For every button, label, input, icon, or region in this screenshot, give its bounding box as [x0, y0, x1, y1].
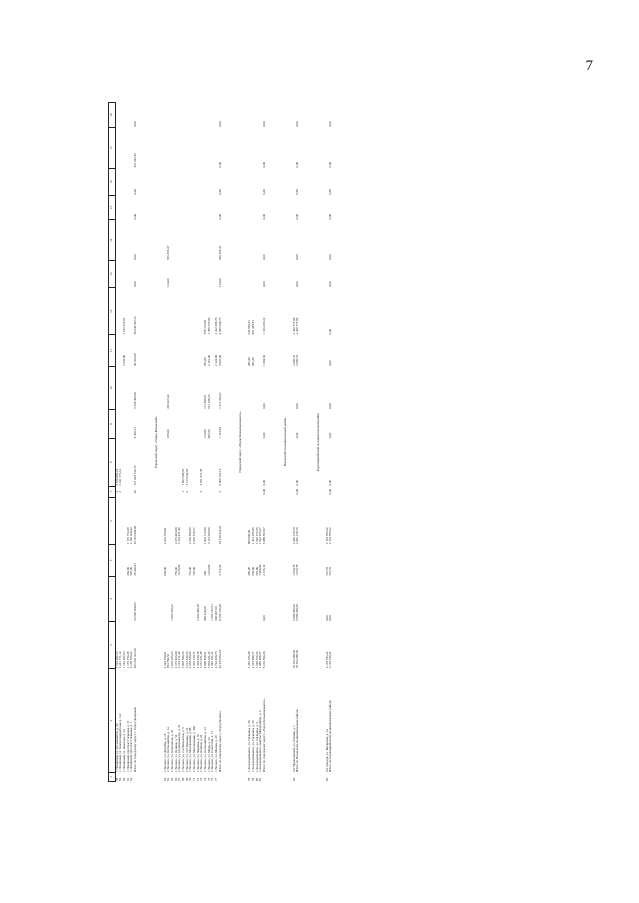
table-body: [115, 103, 337, 782]
row-number-cell: [134, 772, 142, 781]
value-cell: 0,00: [295, 479, 300, 486]
value-cell: 10 664 286,50: [291, 649, 296, 669]
value-cell: 6 489 707,07: [261, 527, 266, 545]
total-row: [134, 103, 142, 782]
address-cell: Итого по Горномарийскому муниципальному району: [328, 699, 333, 772]
row-number-cell: 73: [199, 777, 204, 781]
value-cell: 0,00: [328, 479, 333, 486]
spacer-cell: [142, 103, 152, 782]
value-cell: 1 962 172,00: [203, 527, 207, 545]
column-header-12: 12: [109, 288, 116, 335]
value-cell: 566 365,47: [217, 245, 222, 261]
section-heading: Городской округ «Город Волжский»: [153, 416, 158, 468]
value-cell: 1 102 207,03: [122, 317, 127, 335]
value-cell: 1 451 295,96: [250, 527, 255, 545]
address-cell: г. Волжск, ул. Ленина, д. 54: [173, 734, 178, 772]
value-cell: 0,00: [133, 121, 138, 127]
value-cell: 2 464 940,78: [195, 604, 200, 621]
row-number-cell: [263, 772, 271, 781]
value-cell: 1 076,00: [177, 564, 182, 576]
address-cell: г. Волжск, ул. 2-я Пятилетка, д. 6: [180, 727, 185, 772]
value-cell: 1 803 508,56: [180, 468, 185, 486]
address-cell: г. Козьмодемьянск, ул. Гагарина, д. 29: [247, 720, 252, 772]
value-cell: 1 803 508,56: [180, 651, 185, 669]
table-header: [109, 103, 116, 782]
address-cell: Итого по городскому округу «Город Волжск»: [217, 710, 222, 772]
value-cell: 1 692 181,51: [210, 651, 215, 669]
value-cell: 2 510 682,23: [114, 651, 119, 669]
row-number-cell: 66: [173, 777, 178, 781]
value-cell: 0,00: [261, 479, 266, 486]
column-header-14: 14: [109, 220, 116, 261]
spacer-cell: [304, 103, 314, 782]
value-cell: 881 485,81: [250, 320, 255, 335]
value-cell: 0,00: [328, 161, 333, 168]
value-cell: 8 269 162,38: [217, 604, 222, 621]
value-cell: 5 772,24: [217, 564, 222, 576]
value-cell: 419 427,44: [166, 394, 171, 409]
value-cell: 0,00: [133, 254, 138, 261]
row-number-cell: 60: [122, 777, 127, 781]
row-number-cell: [296, 772, 304, 781]
value-cell: 681,20: [250, 357, 255, 367]
address-cell: г. Волжск, ул. Советская, д. 17: [210, 730, 215, 772]
row-number-cell: 63: [162, 777, 167, 781]
row-number-cell: 62: [129, 777, 134, 781]
address-cell: г. Волжск, ул. 107 Бригады, д. 14: [184, 727, 189, 772]
value-cell: 46: [133, 490, 138, 494]
section-heading-row: [236, 103, 248, 782]
row-number-cell: 70: [188, 777, 193, 781]
value-cell: 1 102 207,03: [122, 651, 127, 669]
value-cell: 1: [180, 490, 185, 493]
column-header-4: 4: [109, 576, 116, 621]
value-cell: 1 649 575,56: [254, 527, 259, 545]
value-cell: 2 429 777,00: [295, 317, 300, 335]
row-number-cell: 78: [247, 777, 252, 781]
value-cell: 2: [199, 490, 204, 493]
value-cell: 1 649 575,56: [254, 651, 259, 669]
column-number-row: [109, 103, 116, 782]
section-heading: Волжский муниципальный район: [282, 417, 287, 467]
spacer-cell: [271, 103, 281, 782]
value-cell: 221 295,26: [133, 153, 138, 168]
value-cell: 533,00: [250, 566, 255, 576]
total-row: [219, 103, 227, 782]
value-cell: 0,00: [328, 615, 333, 621]
value-cell: 8 210 594,39: [261, 651, 266, 669]
value-cell: 3 864 621,26: [206, 651, 211, 669]
value-cell: 2 154 795,32: [324, 651, 329, 669]
value-cell: 0,00: [328, 121, 333, 127]
value-cell: 114,00: [217, 278, 222, 288]
value-cell: 2 110,00: [206, 354, 211, 367]
value-cell: 3: [114, 490, 119, 493]
value-cell: 2: [184, 490, 189, 493]
row-number-cell: 81: [258, 777, 263, 781]
value-cell: 0,00: [328, 281, 333, 288]
section-heading-row: [152, 103, 164, 782]
value-cell: 791,00: [203, 357, 207, 367]
value-cell: 2 138 100,42: [129, 651, 134, 669]
value-cell: 0,00: [328, 328, 333, 335]
value-cell: 6 241 771,14: [118, 651, 123, 669]
value-cell: 1 023,00: [206, 564, 211, 576]
value-cell: 0,00: [295, 121, 300, 127]
row-number-cell: 82: [291, 777, 296, 781]
value-cell: 3 551 971,38: [199, 468, 204, 486]
row-number-cell: 74: [203, 777, 207, 781]
value-cell: 454,00: [125, 566, 130, 576]
value-cell: 721,76: [324, 566, 329, 576]
value-cell: 0,00: [217, 213, 222, 220]
value-cell: 300 907,00: [214, 606, 219, 621]
value-cell: 1 965 635,23: [169, 604, 174, 621]
value-cell: 91 623 909,95: [133, 525, 138, 545]
value-cell: 3 134 471,49: [177, 651, 182, 669]
row-number-cell: 61: [125, 777, 130, 781]
value-cell: 0,00: [217, 189, 222, 195]
address-cell: г. Волжск, ул. Дружбы, д. 18: [162, 733, 167, 772]
total-row: [329, 103, 337, 782]
row-number-cell: 71: [191, 777, 196, 781]
value-cell: 0,00: [261, 281, 266, 288]
value-cell: 2 224 760,91: [162, 527, 167, 545]
value-cell: 635,00: [166, 429, 171, 439]
value-cell: 0,00: [328, 488, 333, 495]
value-cell: 5 809 306,50: [291, 604, 296, 621]
value-cell: 39 640 391,37: [133, 316, 138, 335]
value-cell: 0,00: [328, 189, 333, 195]
value-cell: 4 099 869,61: [203, 651, 207, 669]
value-cell: 755,00: [173, 566, 178, 576]
value-cell: 0,00: [133, 213, 138, 220]
column-header-7: 7: [109, 486, 116, 497]
value-cell: 3 134 471,49: [177, 527, 182, 545]
value-cell: 905,50: [206, 429, 211, 439]
address-cell: Итого по городскому округу г. Город Полярный: [133, 707, 138, 772]
value-cell: 205 262 333,59: [133, 648, 138, 669]
value-cell: 0,00: [295, 189, 300, 195]
value-cell: 171 896,61: [203, 394, 207, 409]
row-number-cell: 75: [206, 777, 211, 781]
value-cell: 0,00: [328, 213, 333, 220]
value-cell: 1 692 181,51: [210, 604, 215, 621]
address-cell: г. Полярный, ул. Космонавтов, д. 34: [114, 723, 119, 772]
total-row: [296, 103, 304, 782]
row-number-cell: 80: [254, 777, 259, 781]
address-cell: г. Волжск, ул. Космонавтов, д. 1а: [166, 727, 171, 772]
address-cell: г. Волжск, ул. Орджоникидзе, д. 47: [177, 724, 182, 772]
value-cell: 1 965 635,23: [169, 651, 174, 669]
value-cell: 0,00: [295, 432, 300, 439]
address-cell: г. Полярный, проспект Гагарина, д. 11: [125, 720, 130, 772]
column-header-1: 1: [109, 772, 116, 781]
value-cell: 2 315,10: [261, 564, 266, 576]
row-number-cell: 64: [166, 777, 171, 781]
address-cell: г. Волжск, ул. Молодежная, д. 98: [188, 727, 193, 772]
value-cell: 0,00: [261, 121, 266, 127]
address-cell: г. Волжск, ул. Ленина, д. 62: [199, 734, 204, 772]
row-number-cell: 83: [324, 777, 329, 781]
value-cell: 0,00: [133, 281, 138, 288]
address-cell: г. Козьмодемьянск, квартал Микрорайон, д. 4: [258, 710, 263, 772]
value-cell: 996 228,00: [203, 606, 207, 621]
row-number-cell: 69: [184, 777, 189, 781]
value-cell: 2 445 170,70: [291, 527, 296, 545]
value-cell: 2 633 150,77: [191, 527, 196, 545]
value-cell: 0,00: [295, 161, 300, 168]
value-cell: 0,00: [328, 254, 333, 261]
row-number-cell: 65: [169, 777, 174, 781]
address-cell: г. Волжск, ул. Космонавтов, д. 12: [203, 727, 207, 772]
column-header-16: 16: [109, 168, 116, 195]
value-cell: 0,00: [295, 403, 300, 409]
value-cell: 2 154 795,32: [328, 651, 333, 669]
value-cell: 0,00: [217, 121, 222, 127]
address-cell: г. Волжск, ул. Ширяя, д. 29: [214, 735, 219, 772]
value-cell: 0,00: [328, 403, 333, 409]
column-header-13: 13: [109, 261, 116, 288]
value-cell: 3: [118, 490, 123, 493]
column-header-3: 3: [109, 621, 116, 668]
value-cell: 5 350 309,28: [133, 392, 138, 409]
column-header-10: 10: [109, 367, 116, 410]
page-number: 7: [585, 58, 593, 74]
value-cell: 3 213 544,66: [184, 651, 189, 669]
value-cell: 1 175 754,28: [125, 527, 130, 545]
column-header-11: 11: [109, 335, 116, 367]
value-cell: 249: [203, 570, 207, 576]
row-number-cell: 79: [250, 777, 255, 781]
value-cell: 617 188,26: [206, 394, 211, 409]
value-cell: 0,00: [295, 488, 300, 495]
column-header-17: 17: [109, 127, 116, 168]
section-heading-row: [281, 103, 293, 782]
row-number-cell: 77: [214, 777, 219, 781]
address-cell: г. Волжск, ул. Комсомола, д. 62: [169, 729, 174, 772]
value-cell: 286,00: [247, 566, 252, 576]
value-cell: 1 636,78: [291, 564, 296, 576]
capital-repair-table: [108, 102, 337, 782]
value-cell: 2 138 100,42: [129, 527, 134, 545]
value-cell: 2 373 403,09: [173, 651, 178, 669]
value-cell: 5: [217, 490, 222, 493]
address-cell: пгт Приволжский, ул. Южная, д. 1: [291, 725, 296, 772]
value-cell: 30 074,28: [133, 353, 138, 367]
row-number-cell: 68: [180, 777, 185, 781]
value-cell: 3 551 971,38: [199, 651, 204, 669]
column-header-6: 6: [109, 497, 116, 544]
value-cell: 0,00: [217, 161, 222, 168]
spacer-cell: [226, 103, 236, 782]
value-cell: 2 353 899,77: [250, 651, 255, 669]
value-cell: 2 124,00: [214, 354, 219, 367]
value-cell: 0,00: [328, 360, 333, 367]
value-cell: 0,00: [261, 488, 266, 495]
column-header-9: 9: [109, 409, 116, 438]
section-gap: [304, 103, 314, 782]
total-row: [263, 103, 271, 782]
value-cell: 29 462,47: [133, 563, 138, 576]
value-cell: 2 095,31: [291, 354, 296, 367]
value-cell: 3 213 544,66: [184, 468, 189, 486]
value-cell: 0,00: [261, 254, 266, 261]
value-cell: 113,00: [203, 429, 207, 439]
value-cell: 8 868 157,13: [217, 468, 222, 486]
address-cell: г. Волжск, ул. Молодежная, д. 100: [191, 726, 196, 772]
value-cell: 2 429 777,00: [291, 317, 296, 335]
value-cell: 2 510 682,23: [114, 468, 119, 486]
value-cell: 0,00: [261, 615, 266, 621]
value-cell: 1 175 754,28: [125, 651, 130, 669]
value-cell: 2 445 170,70: [295, 527, 300, 545]
value-cell: 2 422 298,76: [214, 317, 219, 335]
section-heading: Горномарийский муниципальный район: [315, 412, 320, 472]
value-cell: 566 365,47: [166, 245, 171, 261]
address-cell: г. Полярный, ул. Красногвардейская, д. 122: [118, 713, 123, 772]
column-header-8: 8: [109, 439, 116, 486]
address-cell: г. Полярный, проспект Гагарина, д. 7: [129, 721, 134, 772]
value-cell: 904,00: [162, 566, 167, 576]
value-cell: 0,00: [133, 189, 138, 195]
value-cell: 1 084,50: [261, 354, 266, 367]
value-cell: 4 456,31: [133, 427, 138, 439]
value-cell: 1 368 737,00: [206, 317, 211, 335]
rotated-table-area: [108, 102, 583, 782]
column-header-18: 18: [109, 103, 116, 128]
value-cell: 1 636,78: [295, 564, 300, 576]
value-cell: 800 000,00: [247, 529, 252, 545]
value-cell: 0,00: [324, 615, 329, 621]
value-cell: 3 113 296,00: [206, 527, 211, 545]
value-cell: 6 241 771,14: [118, 468, 123, 486]
row-number-cell: 67: [177, 777, 182, 781]
value-cell: 2 154 795,32: [324, 527, 329, 545]
address-cell: г. Козьмодемьянск, ул. Гагарина, д. 36: [250, 720, 255, 772]
value-cell: 2 033,00: [122, 354, 127, 367]
value-cell: 1 446 355,49: [247, 651, 252, 669]
value-cell: 42 433 052,25: [217, 649, 222, 669]
section-heading: Городской округ «Город Козьмодемьянск»: [238, 411, 243, 473]
value-cell: 2 224 760,91: [162, 651, 167, 669]
value-cell: 114,00: [166, 278, 171, 288]
address-cell: Итого по городскому округу «Город Козьмодемьянск»: [261, 698, 266, 772]
column-header-5: 5: [109, 545, 116, 577]
value-cell: 2 464 940,78: [195, 651, 200, 669]
value-cell: 646 695,41: [247, 320, 252, 335]
value-cell: 0,00: [328, 432, 333, 439]
value-cell: 0,00: [261, 213, 266, 220]
value-cell: 0,00: [295, 213, 300, 220]
value-cell: 2 633 150,77: [191, 651, 196, 669]
value-cell: 0,00: [261, 161, 266, 168]
address-cell: г. Козьмодемьянск, ул. Гагарина, д. 6: [254, 722, 259, 772]
section-heading-row: [314, 103, 326, 782]
value-cell: 375,00: [254, 566, 259, 576]
address-cell: г. Полярный, ул. Бекетова, д. 24: [122, 729, 127, 772]
value-cell: 584 792,53: [166, 653, 171, 669]
value-cell: 0,00: [261, 189, 266, 195]
value-cell: 707,00: [191, 566, 196, 576]
value-cell: 0,00: [261, 432, 266, 439]
address-cell: г. Волжск, ул. Мира, д. 23: [206, 737, 211, 772]
value-cell: 19 379 624,23: [217, 525, 222, 545]
value-cell: 1 310 297,22: [261, 317, 266, 335]
value-cell: 1 096,00: [258, 564, 263, 576]
value-cell: 1 962 185,37: [258, 527, 263, 545]
value-cell: 5 025,00: [217, 354, 222, 367]
value-cell: 1 211 352,31: [217, 392, 222, 409]
value-cell: 4 936 549,76: [217, 317, 222, 335]
value-cell: 2 154 795,32: [328, 527, 333, 545]
value-cell: 2 373 403,09: [173, 527, 178, 545]
value-cell: 127 664 152,76: [133, 465, 138, 486]
value-cell: 0,00: [295, 254, 300, 261]
section-gap: [271, 103, 281, 782]
row-number-cell: [329, 772, 337, 781]
column-header-15: 15: [109, 195, 116, 220]
value-cell: 2 095,31: [295, 354, 300, 367]
value-cell: 5 809 306,50: [295, 604, 300, 621]
column-header-2: 2: [109, 669, 116, 773]
value-cell: 507,00: [129, 566, 134, 576]
value-cell: 2 670 846,96: [188, 527, 193, 545]
value-cell: 721,76: [328, 566, 333, 576]
section-gap: [142, 103, 152, 782]
address-cell: Итого по Волжскому муниципальному району: [295, 708, 300, 772]
value-cell: 10 669 209,03: [133, 602, 138, 621]
value-cell: 751,00: [188, 566, 193, 576]
value-cell: 0,00: [261, 403, 266, 409]
row-number-cell: 72: [195, 777, 200, 781]
value-cell: 1 986 288,37: [258, 651, 263, 669]
value-cell: 0,00: [295, 281, 300, 288]
row-number-cell: 58: [114, 777, 119, 781]
row-number-cell: 59: [118, 777, 123, 781]
section-gap: [226, 103, 236, 782]
row-number-cell: [219, 772, 227, 781]
value-cell: 2 722 930,76: [214, 651, 219, 669]
address-cell: пгт Онкура, ул. Мочалова, д. 1а: [324, 729, 329, 772]
address-cell: г. Волжск, ул. Чапаева, д. 37: [195, 733, 200, 772]
value-cell: 1 723,93: [217, 427, 222, 439]
value-cell: 578 723,00: [203, 320, 207, 335]
row-number-cell: 76: [210, 777, 215, 781]
value-cell: 10 664 286,50: [295, 649, 300, 669]
value-cell: 482,40: [247, 357, 252, 367]
value-cell: 2 670 846,96: [188, 651, 193, 669]
